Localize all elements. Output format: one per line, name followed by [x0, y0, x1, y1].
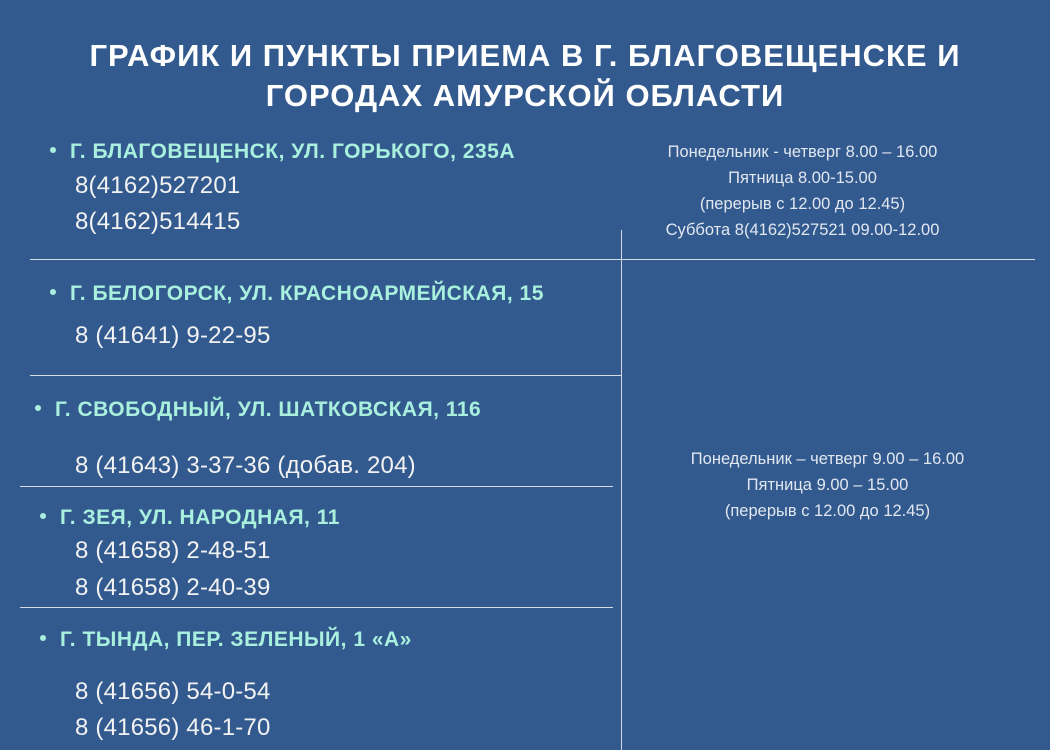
- phone-number: 8(4162)527201: [75, 172, 241, 199]
- address-text: Г. БЕЛОГОРСК, УЛ. КРАСНОАРМЕЙСКАЯ, 15: [70, 282, 544, 305]
- divider-horizontal: [30, 375, 621, 376]
- phone-number: 8(4162)514415: [75, 208, 241, 235]
- bullet-icon: [50, 289, 56, 295]
- bullet-icon: [35, 405, 41, 411]
- page-title: [0, 36, 1050, 116]
- schedule-line: Пятница 9.00 – 15.00: [746, 476, 909, 494]
- schedule-line: (перерыв с 12.00 до 12.45): [724, 502, 931, 520]
- location-address-svobodny: [35, 398, 481, 422]
- bullet-icon: [40, 635, 46, 641]
- bullet-icon: [50, 147, 56, 153]
- schedule-regions: [640, 446, 1015, 524]
- page-title-line-1: ГРАФИК И ПУНКТЫ ПРИЕМА В Г. БЛАГОВЕЩЕНСКЕ И: [89, 38, 961, 73]
- schedule-line: Пятница 8.00-15.00: [728, 169, 877, 187]
- address-text: Г. ТЫНДА, ПЕР. ЗЕЛЕНЫЙ, 1 «А»: [60, 628, 412, 651]
- schedule-main: [620, 139, 985, 243]
- divider-horizontal: [20, 486, 613, 487]
- location-address-tynda: [40, 628, 412, 652]
- phone-number: 8 (41656) 54-0-54: [75, 678, 271, 705]
- divider-horizontal: [20, 607, 613, 608]
- phone-number: 8 (41656) 46-1-70: [75, 714, 271, 741]
- location-address-blagoveshchensk: [50, 140, 515, 164]
- address-text: Г. БЛАГОВЕЩЕНСК, УЛ. ГОРЬКОГО, 235А: [70, 140, 515, 163]
- address-text: Г. СВОБОДНЫЙ, УЛ. ШАТКОВСКАЯ, 116: [55, 398, 482, 421]
- phone-number: 8 (41643) 3-37-36 (добав. 204): [75, 452, 416, 479]
- bullet-icon: [40, 513, 46, 519]
- schedule-line: Понедельник – четверг 9.00 – 16.00: [690, 450, 965, 468]
- location-address-belogorsk: [50, 282, 544, 306]
- divider-vertical: [621, 230, 622, 750]
- divider-horizontal: [30, 259, 1035, 260]
- address-text: Г. ЗЕЯ, УЛ. НАРОДНАЯ, 11: [60, 506, 340, 529]
- phone-number: 8 (41641) 9-22-95: [75, 322, 271, 349]
- schedule-line: (перерыв с 12.00 до 12.45): [699, 195, 906, 213]
- page-title-line-2: ГОРОДАХ АМУРСКОЙ ОБЛАСТИ: [265, 78, 785, 113]
- schedule-line: Суббота 8(4162)527521 09.00-12.00: [665, 221, 940, 239]
- phone-number: 8 (41658) 2-48-51: [75, 537, 271, 564]
- phone-number: 8 (41658) 2-40-39: [75, 574, 271, 601]
- schedule-line: Понедельник - четверг 8.00 – 16.00: [667, 143, 938, 161]
- location-address-zeya: [40, 506, 340, 530]
